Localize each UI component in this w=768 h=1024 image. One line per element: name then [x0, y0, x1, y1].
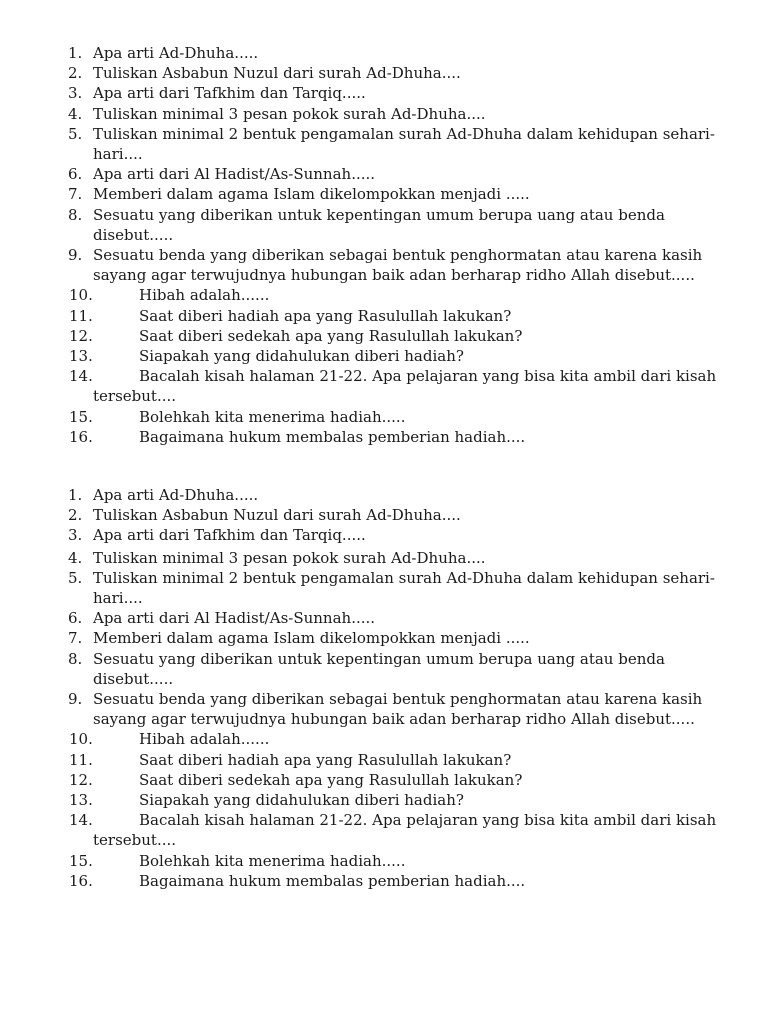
list-item [0, 407, 768, 427]
list-item [0, 485, 768, 505]
item-number: 9. [68, 690, 83, 709]
item-number: 3. [68, 526, 83, 545]
item-number: 10. [69, 730, 93, 749]
list-item [0, 750, 768, 770]
list-item [0, 366, 768, 406]
item-number: 5. [68, 568, 83, 587]
item-text: Siapakah yang didahulukan diberi hadiah? [139, 791, 464, 810]
item-text: Hibah adalah...... [139, 730, 270, 749]
item-text: Bacalah kisah halaman 21-22. Apa pelajaran yang bisa kita ambil dari kisah tersebut.... [93, 367, 717, 406]
item-text: Memberi dalam agama Islam dikelompokkan menjadi ..... [93, 185, 530, 204]
list-item [0, 184, 768, 204]
item-number: 11. [69, 750, 93, 769]
question-list-1 [0, 43, 768, 447]
list-item [0, 871, 768, 891]
item-number: 14. [69, 367, 93, 386]
item-text: Tuliskan minimal 3 pesan pokok surah Ad-Dhuha.... [93, 104, 486, 123]
item-text: Tuliskan minimal 3 pesan pokok surah Ad-Dhuha.... [93, 548, 486, 567]
item-text: Tuliskan Asbabun Nuzul dari surah Ad-Dhuha.... [93, 506, 461, 525]
list-item [0, 43, 768, 63]
item-number: 3. [68, 84, 83, 103]
item-text: Sesuatu yang diberikan untuk kepentingan umum berupa uang atau benda disebut..... [93, 205, 665, 244]
item-number: 16. [69, 871, 93, 890]
list-item [0, 689, 768, 729]
item-number: 4. [68, 548, 83, 567]
item-text: Hibah adalah...... [139, 286, 270, 305]
list-item [0, 83, 768, 103]
list-item [0, 326, 768, 346]
item-number: 2. [68, 64, 83, 83]
item-number: 7. [68, 185, 83, 204]
item-number: 14. [69, 811, 93, 830]
item-text: Apa arti dari Al Hadist/As-Sunnah..... [93, 609, 376, 628]
item-number: 10. [69, 286, 93, 305]
list-item [0, 427, 768, 447]
item-text: Saat diberi hadiah apa yang Rasulullah lakukan? [139, 750, 512, 769]
list-item [0, 790, 768, 810]
item-number: 8. [68, 205, 83, 224]
item-text: Bolehkah kita menerima hadiah..... [139, 407, 406, 426]
item-text: Siapakah yang didahulukan diberi hadiah? [139, 347, 464, 366]
item-text: Bagaimana hukum membalas pemberian hadiah.... [139, 871, 526, 890]
list-item [0, 346, 768, 366]
item-number: 6. [68, 165, 83, 184]
item-text: Saat diberi sedekah apa yang Rasulullah lakukan? [139, 770, 523, 789]
item-text: Saat diberi hadiah apa yang Rasulullah lakukan? [139, 306, 512, 325]
list-item [0, 608, 768, 628]
question-list-2 [0, 485, 768, 891]
list-item [0, 568, 768, 608]
item-number: 7. [68, 629, 83, 648]
list-item [0, 164, 768, 184]
list-item [0, 205, 768, 245]
item-number: 13. [69, 347, 93, 366]
item-number: 13. [69, 791, 93, 810]
list-item [0, 649, 768, 689]
list-item [0, 770, 768, 790]
list-item [0, 245, 768, 285]
item-number: 1. [68, 486, 83, 504]
item-number: 1. [68, 44, 83, 62]
item-text: Apa arti Ad-Dhuha..... [93, 44, 259, 62]
item-text: Tuliskan minimal 2 bentuk pengamalan surah Ad-Dhuha dalam kehidupan sehari-hari.... [93, 124, 715, 164]
list-item [0, 104, 768, 124]
item-text: Memberi dalam agama Islam dikelompokkan menjadi ..... [93, 629, 530, 648]
item-number: 6. [68, 609, 83, 628]
item-text: Apa arti dari Al Hadist/As-Sunnah..... [93, 165, 376, 184]
item-text: Saat diberi sedekah apa yang Rasulullah lakukan? [139, 326, 523, 345]
item-number: 11. [69, 306, 93, 325]
item-text: Tuliskan Asbabun Nuzul dari surah Ad-Dhuha.... [93, 64, 461, 83]
list-item [0, 505, 768, 525]
item-text: Bolehkah kita menerima hadiah..... [139, 851, 406, 870]
list-item [0, 306, 768, 326]
item-number: 12. [69, 770, 93, 789]
list-item [0, 124, 768, 164]
item-number: 9. [68, 246, 83, 265]
item-number: 8. [68, 649, 83, 668]
item-text: Apa arti dari Tafkhim dan Tarqiq..... [93, 526, 366, 545]
item-text: Sesuatu benda yang diberikan sebagai bentuk penghormatan atau karena kasih sayang agar terwujudnya hubungan baik adan berharap ridho Allah disebut..... [93, 246, 703, 285]
item-number: 15. [69, 851, 93, 870]
item-number: 12. [69, 326, 93, 345]
item-text: Bacalah kisah halaman 21-22. Apa pelajaran yang bisa kita ambil dari kisah tersebut.... [93, 811, 717, 850]
list-item [0, 63, 768, 83]
item-text: Tuliskan minimal 2 bentuk pengamalan surah Ad-Dhuha dalam kehidupan sehari-hari.... [93, 568, 715, 608]
list-item [0, 851, 768, 871]
item-number: 2. [68, 506, 83, 525]
item-number: 15. [69, 407, 93, 426]
item-number: 16. [69, 427, 93, 446]
item-text: Sesuatu yang diberikan untuk kepentingan umum berupa uang atau benda disebut..... [93, 649, 665, 688]
item-text: Apa arti Ad-Dhuha..... [93, 486, 259, 504]
list-item [0, 729, 768, 749]
list-item [0, 285, 768, 305]
item-number: 4. [68, 104, 83, 123]
list-item [0, 810, 768, 850]
list-item [0, 525, 768, 545]
item-text: Apa arti dari Tafkhim dan Tarqiq..... [93, 84, 366, 103]
item-text: Sesuatu benda yang diberikan sebagai bentuk penghormatan atau karena kasih sayang agar terwujudnya hubungan baik adan berharap ridho Allah disebut..... [93, 690, 703, 729]
item-text: Bagaimana hukum membalas pemberian hadiah.... [139, 427, 526, 446]
item-number: 5. [68, 124, 83, 143]
list-item [0, 628, 768, 648]
list-item [0, 548, 768, 568]
